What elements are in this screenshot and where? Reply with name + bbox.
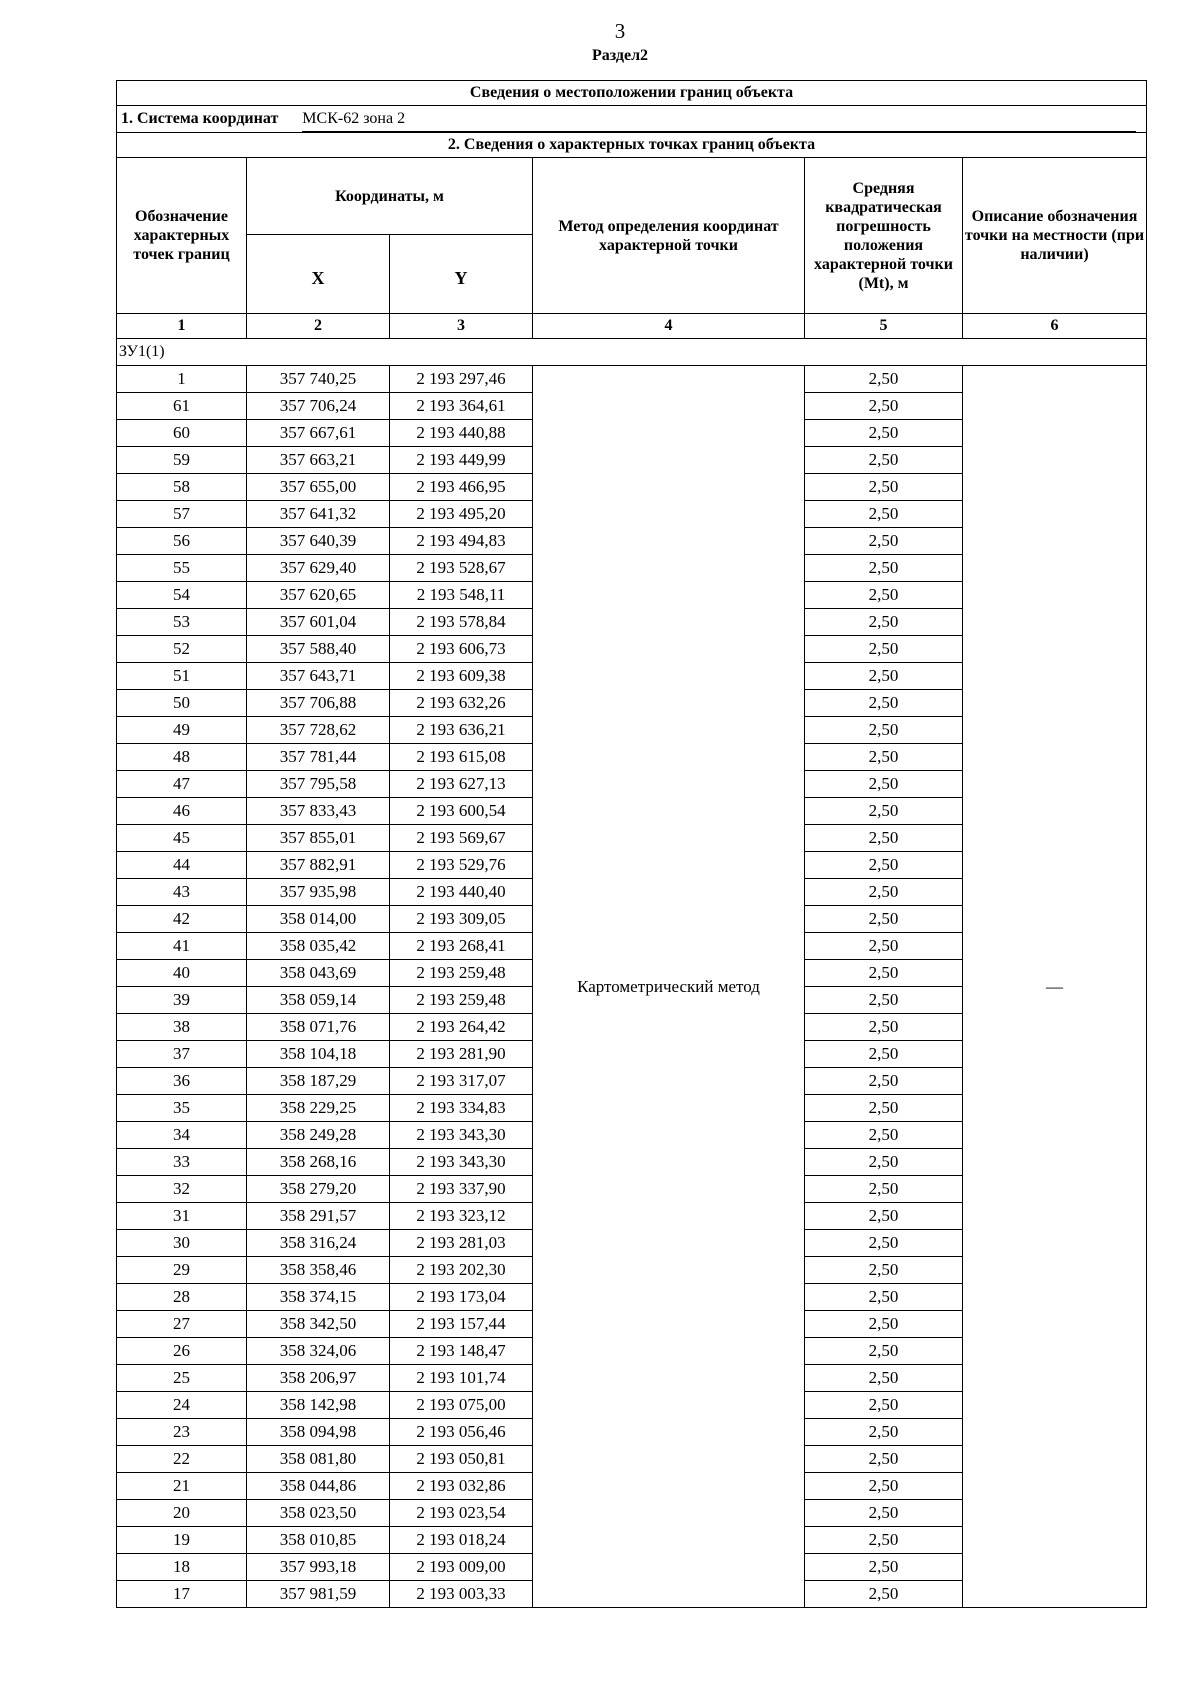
point-cell: 58: [117, 474, 247, 501]
accuracy-cell: 2,50: [805, 1527, 963, 1554]
x-cell: 357 833,43: [247, 798, 390, 825]
point-cell: 29: [117, 1257, 247, 1284]
x-cell: 358 342,50: [247, 1311, 390, 1338]
point-cell: 55: [117, 555, 247, 582]
y-cell: 2 193 101,74: [390, 1365, 533, 1392]
point-cell: 59: [117, 447, 247, 474]
x-cell: 358 358,46: [247, 1257, 390, 1284]
point-cell: 54: [117, 582, 247, 609]
point-cell: 35: [117, 1095, 247, 1122]
coordinate-system-label: 1. Система координат: [121, 110, 279, 127]
x-cell: 357 601,04: [247, 609, 390, 636]
y-cell: 2 193 259,48: [390, 987, 533, 1014]
y-cell: 2 193 259,48: [390, 960, 533, 987]
y-cell: 2 193 003,33: [390, 1581, 533, 1608]
y-cell: 2 193 334,83: [390, 1095, 533, 1122]
y-cell: 2 193 202,30: [390, 1257, 533, 1284]
y-cell: 2 193 615,08: [390, 744, 533, 771]
point-cell: 43: [117, 879, 247, 906]
point-cell: 38: [117, 1014, 247, 1041]
header-designation: Обозначение характерных точек границ: [117, 158, 247, 314]
accuracy-cell: 2,50: [805, 825, 963, 852]
x-cell: 357 981,59: [247, 1581, 390, 1608]
point-cell: 22: [117, 1446, 247, 1473]
accuracy-cell: 2,50: [805, 1473, 963, 1500]
y-cell: 2 193 148,47: [390, 1338, 533, 1365]
x-cell: 357 588,40: [247, 636, 390, 663]
accuracy-cell: 2,50: [805, 1203, 963, 1230]
y-cell: 2 193 600,54: [390, 798, 533, 825]
point-cell: 50: [117, 690, 247, 717]
y-cell: 2 193 075,00: [390, 1392, 533, 1419]
y-cell: 2 193 636,21: [390, 717, 533, 744]
x-cell: 357 728,62: [247, 717, 390, 744]
point-cell: 47: [117, 771, 247, 798]
point-cell: 61: [117, 393, 247, 420]
accuracy-cell: 2,50: [805, 744, 963, 771]
y-cell: 2 193 317,07: [390, 1068, 533, 1095]
y-cell: 2 193 494,83: [390, 528, 533, 555]
point-cell: 18: [117, 1554, 247, 1581]
y-cell: 2 193 548,11: [390, 582, 533, 609]
x-cell: 358 187,29: [247, 1068, 390, 1095]
accuracy-cell: 2,50: [805, 798, 963, 825]
parcel-group-label: ЗУ1(1): [117, 339, 1147, 366]
y-cell: 2 193 609,38: [390, 663, 533, 690]
point-cell: 31: [117, 1203, 247, 1230]
x-cell: 358 081,80: [247, 1446, 390, 1473]
accuracy-cell: 2,50: [805, 663, 963, 690]
accuracy-cell: 2,50: [805, 1311, 963, 1338]
accuracy-cell: 2,50: [805, 960, 963, 987]
x-cell: 357 620,65: [247, 582, 390, 609]
y-cell: 2 193 297,46: [390, 366, 533, 393]
point-cell: 26: [117, 1338, 247, 1365]
y-cell: 2 193 627,13: [390, 771, 533, 798]
point-cell: 53: [117, 609, 247, 636]
x-cell: 357 882,91: [247, 852, 390, 879]
point-cell: 20: [117, 1500, 247, 1527]
accuracy-cell: 2,50: [805, 447, 963, 474]
column-number: 6: [963, 314, 1147, 339]
accuracy-cell: 2,50: [805, 1095, 963, 1122]
x-cell: 358 023,50: [247, 1500, 390, 1527]
y-cell: 2 193 466,95: [390, 474, 533, 501]
point-cell: 33: [117, 1149, 247, 1176]
accuracy-cell: 2,50: [805, 1122, 963, 1149]
point-cell: 56: [117, 528, 247, 555]
point-cell: 45: [117, 825, 247, 852]
x-cell: 358 229,25: [247, 1095, 390, 1122]
point-cell: 27: [117, 1311, 247, 1338]
header-coordinates: Координаты, м: [247, 158, 533, 235]
y-cell: 2 193 281,03: [390, 1230, 533, 1257]
header-accuracy: Средняя квадратическая погрешность положения характерной точки (Mt), м: [805, 158, 963, 314]
point-cell: 1: [117, 366, 247, 393]
accuracy-cell: 2,50: [805, 1230, 963, 1257]
accuracy-cell: 2,50: [805, 771, 963, 798]
y-cell: 2 193 056,46: [390, 1419, 533, 1446]
y-cell: 2 193 440,40: [390, 879, 533, 906]
x-cell: 357 855,01: [247, 825, 390, 852]
section-title: Раздел2: [591, 47, 649, 64]
points-band-title: 2. Сведения о характерных точках границ объекта: [117, 133, 1147, 158]
accuracy-cell: 2,50: [805, 1581, 963, 1608]
x-cell: 357 643,71: [247, 663, 390, 690]
accuracy-cell: 2,50: [805, 1419, 963, 1446]
y-cell: 2 193 529,76: [390, 852, 533, 879]
x-cell: 357 740,25: [247, 366, 390, 393]
header-description: Описание обозначения точки на местности (при наличии): [963, 158, 1147, 314]
header-x: X: [247, 235, 390, 314]
x-cell: 357 706,88: [247, 690, 390, 717]
x-cell: 357 781,44: [247, 744, 390, 771]
x-cell: 358 059,14: [247, 987, 390, 1014]
x-cell: 358 044,86: [247, 1473, 390, 1500]
y-cell: 2 193 157,44: [390, 1311, 533, 1338]
x-cell: 358 374,15: [247, 1284, 390, 1311]
point-cell: 30: [117, 1230, 247, 1257]
point-cell: 48: [117, 744, 247, 771]
accuracy-cell: 2,50: [805, 1554, 963, 1581]
point-cell: 49: [117, 717, 247, 744]
y-cell: 2 193 023,54: [390, 1500, 533, 1527]
point-cell: 46: [117, 798, 247, 825]
point-cell: 52: [117, 636, 247, 663]
coordinate-system-row: [117, 106, 1147, 133]
accuracy-cell: 2,50: [805, 879, 963, 906]
point-cell: 39: [117, 987, 247, 1014]
x-cell: 357 655,00: [247, 474, 390, 501]
y-cell: 2 193 337,90: [390, 1176, 533, 1203]
accuracy-cell: 2,50: [805, 1338, 963, 1365]
accuracy-cell: 2,50: [805, 1068, 963, 1095]
x-cell: 358 279,20: [247, 1176, 390, 1203]
accuracy-cell: 2,50: [805, 609, 963, 636]
x-cell: 358 142,98: [247, 1392, 390, 1419]
accuracy-cell: 2,50: [805, 1041, 963, 1068]
point-cell: 36: [117, 1068, 247, 1095]
accuracy-cell: 2,50: [805, 420, 963, 447]
table-row: [117, 366, 1147, 393]
x-cell: 358 071,76: [247, 1014, 390, 1041]
y-cell: 2 193 032,86: [390, 1473, 533, 1500]
y-cell: 2 193 569,67: [390, 825, 533, 852]
y-cell: 2 193 323,12: [390, 1203, 533, 1230]
header-method: Метод определения координат характерной точки: [533, 158, 805, 314]
y-cell: 2 193 495,20: [390, 501, 533, 528]
column-number: 2: [247, 314, 390, 339]
point-cell: 24: [117, 1392, 247, 1419]
accuracy-cell: 2,50: [805, 1446, 963, 1473]
method-cell: Картометрический метод: [533, 366, 805, 1608]
y-cell: 2 193 449,99: [390, 447, 533, 474]
x-cell: 358 291,57: [247, 1203, 390, 1230]
header-y: Y: [390, 235, 533, 314]
x-cell: 357 663,21: [247, 447, 390, 474]
point-cell: 51: [117, 663, 247, 690]
column-number: 1: [117, 314, 247, 339]
accuracy-cell: 2,50: [805, 528, 963, 555]
accuracy-cell: 2,50: [805, 1149, 963, 1176]
x-cell: 358 104,18: [247, 1041, 390, 1068]
accuracy-cell: 2,50: [805, 501, 963, 528]
y-cell: 2 193 343,30: [390, 1122, 533, 1149]
x-cell: 358 316,24: [247, 1230, 390, 1257]
point-cell: 32: [117, 1176, 247, 1203]
y-cell: 2 193 528,67: [390, 555, 533, 582]
x-cell: 358 206,97: [247, 1365, 390, 1392]
accuracy-cell: 2,50: [805, 987, 963, 1014]
accuracy-cell: 2,50: [805, 717, 963, 744]
x-cell: 358 249,28: [247, 1122, 390, 1149]
x-cell: 358 014,00: [247, 906, 390, 933]
y-cell: 2 193 606,73: [390, 636, 533, 663]
y-cell: 2 193 050,81: [390, 1446, 533, 1473]
accuracy-cell: 2,50: [805, 474, 963, 501]
point-cell: 40: [117, 960, 247, 987]
x-cell: 357 795,58: [247, 771, 390, 798]
coordinate-system-value: МСК-62 зона 2: [302, 110, 1136, 132]
accuracy-cell: 2,50: [805, 852, 963, 879]
point-cell: 21: [117, 1473, 247, 1500]
y-cell: 2 193 281,90: [390, 1041, 533, 1068]
x-cell: 357 629,40: [247, 555, 390, 582]
accuracy-cell: 2,50: [805, 1365, 963, 1392]
y-cell: 2 193 173,04: [390, 1284, 533, 1311]
page-number: 3: [614, 19, 626, 43]
y-cell: 2 193 264,42: [390, 1014, 533, 1041]
description-cell: —: [963, 366, 1147, 1608]
point-cell: 60: [117, 420, 247, 447]
y-cell: 2 193 632,26: [390, 690, 533, 717]
x-cell: 358 043,69: [247, 960, 390, 987]
accuracy-cell: 2,50: [805, 933, 963, 960]
x-cell: 357 667,61: [247, 420, 390, 447]
y-cell: 2 193 309,05: [390, 906, 533, 933]
accuracy-cell: 2,50: [805, 1284, 963, 1311]
accuracy-cell: 2,50: [805, 1500, 963, 1527]
accuracy-cell: 2,50: [805, 1014, 963, 1041]
y-cell: 2 193 578,84: [390, 609, 533, 636]
accuracy-cell: 2,50: [805, 636, 963, 663]
x-cell: 358 035,42: [247, 933, 390, 960]
y-cell: 2 193 364,61: [390, 393, 533, 420]
x-cell: 358 268,16: [247, 1149, 390, 1176]
accuracy-cell: 2,50: [805, 906, 963, 933]
y-cell: 2 193 018,24: [390, 1527, 533, 1554]
x-cell: 357 641,32: [247, 501, 390, 528]
y-cell: 2 193 009,00: [390, 1554, 533, 1581]
point-cell: 34: [117, 1122, 247, 1149]
accuracy-cell: 2,50: [805, 690, 963, 717]
point-cell: 44: [117, 852, 247, 879]
accuracy-cell: 2,50: [805, 1392, 963, 1419]
x-cell: 358 324,06: [247, 1338, 390, 1365]
column-number: 5: [805, 314, 963, 339]
accuracy-cell: 2,50: [805, 366, 963, 393]
column-number: 3: [390, 314, 533, 339]
x-cell: 358 094,98: [247, 1419, 390, 1446]
accuracy-cell: 2,50: [805, 393, 963, 420]
point-cell: 25: [117, 1365, 247, 1392]
point-cell: 23: [117, 1419, 247, 1446]
y-cell: 2 193 343,30: [390, 1149, 533, 1176]
accuracy-cell: 2,50: [805, 582, 963, 609]
point-cell: 17: [117, 1581, 247, 1608]
accuracy-cell: 2,50: [805, 1257, 963, 1284]
point-cell: 37: [117, 1041, 247, 1068]
location-band-title: Сведения о местоположении границ объекта: [117, 81, 1147, 106]
x-cell: 357 935,98: [247, 879, 390, 906]
column-number: 4: [533, 314, 805, 339]
accuracy-cell: 2,50: [805, 1176, 963, 1203]
point-cell: 19: [117, 1527, 247, 1554]
x-cell: 358 010,85: [247, 1527, 390, 1554]
x-cell: 357 706,24: [247, 393, 390, 420]
x-cell: 357 993,18: [247, 1554, 390, 1581]
point-cell: 28: [117, 1284, 247, 1311]
point-cell: 41: [117, 933, 247, 960]
point-cell: 57: [117, 501, 247, 528]
point-cell: 42: [117, 906, 247, 933]
accuracy-cell: 2,50: [805, 555, 963, 582]
y-cell: 2 193 268,41: [390, 933, 533, 960]
boundary-points-table: [116, 80, 1147, 1608]
y-cell: 2 193 440,88: [390, 420, 533, 447]
x-cell: 357 640,39: [247, 528, 390, 555]
